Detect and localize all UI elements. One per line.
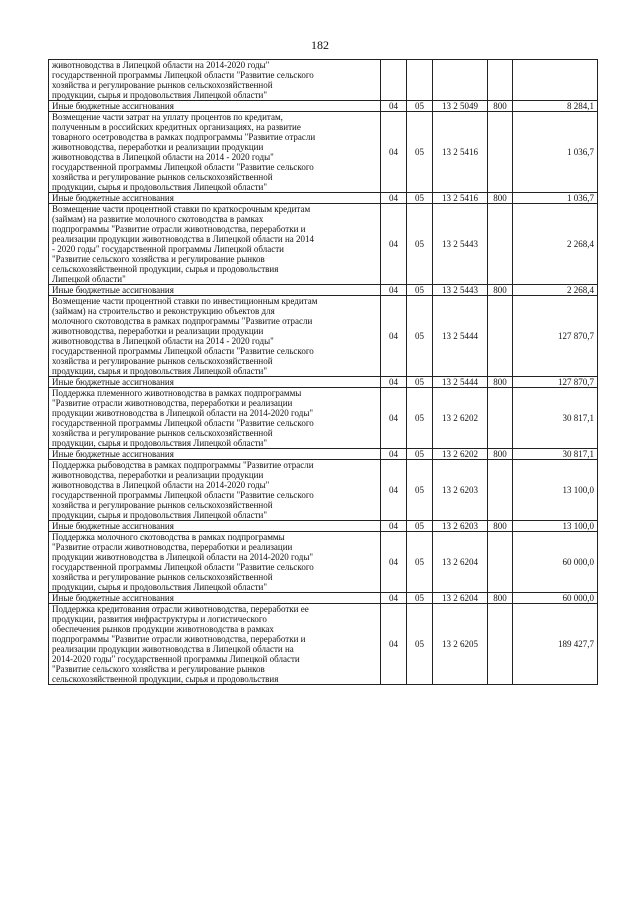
- table-row: [49, 204, 598, 285]
- row-expense-type: 800: [488, 449, 513, 460]
- row-target-article: 13 2 6203: [433, 521, 488, 532]
- row-target-article: 13 2 5049: [433, 101, 488, 112]
- row-section: 04: [381, 449, 407, 460]
- row-description: Поддержка племенного животноводства в рамках подпрограммы "Развитие отрасли животноводства, переработки и реализации продукции животноводства в Липецкой области на 2014-2020 годы" государственной программы Липецкой области "Развитие сельского хозяйства и регулирование рынков сельскохозяйственной продукции, сырья и продовольствия Липецкой области": [49, 388, 381, 449]
- row-section: 04: [381, 593, 407, 604]
- table-row: [49, 296, 598, 377]
- page-number: 182: [311, 38, 329, 52]
- row-expense-type: [488, 604, 513, 685]
- table-row: [49, 101, 598, 112]
- row-amount: 30 817,1: [513, 449, 598, 460]
- row-expense-type: [488, 296, 513, 377]
- row-subsection: 05: [407, 377, 433, 388]
- row-target-article: 13 2 6203: [433, 460, 488, 521]
- row-description: Иные бюджетные ассигнования: [49, 377, 381, 388]
- row-expense-type: [488, 204, 513, 285]
- row-subsection: 05: [407, 296, 433, 377]
- row-amount: 2 268,4: [513, 204, 598, 285]
- row-target-article: 13 2 6204: [433, 532, 488, 593]
- row-subsection: 05: [407, 112, 433, 193]
- row-expense-type: 800: [488, 521, 513, 532]
- row-section: 04: [381, 112, 407, 193]
- row-target-article: 13 2 6202: [433, 388, 488, 449]
- row-description: Иные бюджетные ассигнования: [49, 593, 381, 604]
- row-description: Иные бюджетные ассигнования: [49, 193, 381, 204]
- row-description: животноводства в Липецкой области на 2014-2020 годы" государственной программы Липецкой области "Развитие сельского хозяйства и регулирование рынков сельскохозяйственной продукции, сырья и продовольствия Липецкой области": [49, 60, 381, 101]
- row-description: Поддержка кредитования отрасли животноводства, переработки ее продукции, развития инфраструктуры и логистического обеспечения рынков продукции животноводства в рамках подпрограммы "Развитие отрасли животноводства, переработки и реализации продукции животноводства в Липецкой области на 2014-2020 годы" государственной программы Липецкой области "Развитие сельского хозяйства и регулирование рынков сельскохозяйственной продукции, сырья и продовольствия: [49, 604, 381, 685]
- row-target-article: 13 2 5444: [433, 296, 488, 377]
- row-description: Иные бюджетные ассигнования: [49, 449, 381, 460]
- row-subsection: 05: [407, 521, 433, 532]
- row-expense-type: [488, 60, 513, 101]
- row-description: Возмещение части процентной ставки по инвестиционным кредитам (займам) на строительство и реконструкцию объектов для молочного скотоводства в рамках подпрограммы "Развитие отрасли животноводства, переработки и реализации продукции животноводства в Липецкой области на 2014 - 2020 годы" государственной программы Липецкой области "Развитие сельского хозяйства и регулирование рынков сельскохозяйственной продукции, сырья и продовольствия Липецкой области": [49, 296, 381, 377]
- row-subsection: 05: [407, 593, 433, 604]
- row-subsection: 05: [407, 388, 433, 449]
- row-subsection: [407, 60, 433, 101]
- row-amount: 60 000,0: [513, 532, 598, 593]
- row-amount: 127 870,7: [513, 377, 598, 388]
- row-description: Иные бюджетные ассигнования: [49, 101, 381, 112]
- row-target-article: 13 2 6202: [433, 449, 488, 460]
- row-description: Возмещение части процентной ставки по краткосрочным кредитам (займам) на развитие молочного скотоводства в рамках подпрограммы "Развитие отрасли животноводства, переработки и реализации продукции животноводства в Липецкой области на 2014 - 2020 годы" государственной программы Липецкой области "Развитие сельского хозяйства и регулирование рынков сельскохозяйственной продукции, сырья и продовольствия Липецкой области": [49, 204, 381, 285]
- table-row: [49, 460, 598, 521]
- row-amount: 2 268,4: [513, 285, 598, 296]
- row-section: 04: [381, 604, 407, 685]
- budget-table-body: [49, 60, 598, 685]
- table-row: [49, 285, 598, 296]
- row-subsection: 05: [407, 101, 433, 112]
- row-description: Иные бюджетные ассигнования: [49, 285, 381, 296]
- row-section: 04: [381, 532, 407, 593]
- row-section: 04: [381, 101, 407, 112]
- row-expense-type: [488, 112, 513, 193]
- row-expense-type: [488, 532, 513, 593]
- row-subsection: 05: [407, 285, 433, 296]
- row-target-article: [433, 60, 488, 101]
- row-subsection: 05: [407, 449, 433, 460]
- row-target-article: 13 2 6205: [433, 604, 488, 685]
- row-target-article: 13 2 5443: [433, 204, 488, 285]
- row-subsection: 05: [407, 532, 433, 593]
- row-description: Поддержка молочного скотоводства в рамках подпрограммы "Развитие отрасли животноводства, переработки и реализации продукции животноводства в Липецкой области на 2014-2020 годы" государственной программы Липецкой области "Развитие сельского хозяйства и регулирование рынков сельскохозяйственной продукции, сырья и продовольствия Липецкой области": [49, 532, 381, 593]
- row-subsection: 05: [407, 604, 433, 685]
- table-row: [49, 60, 598, 101]
- row-target-article: 13 2 5443: [433, 285, 488, 296]
- row-target-article: 13 2 5444: [433, 377, 488, 388]
- row-amount: 60 000,0: [513, 593, 598, 604]
- row-section: 04: [381, 377, 407, 388]
- row-amount: 13 100,0: [513, 521, 598, 532]
- row-amount: 1 036,7: [513, 112, 598, 193]
- row-expense-type: 800: [488, 377, 513, 388]
- row-expense-type: [488, 460, 513, 521]
- row-subsection: 05: [407, 460, 433, 521]
- row-target-article: 13 2 5416: [433, 193, 488, 204]
- table-row: [49, 593, 598, 604]
- row-amount: 1 036,7: [513, 193, 598, 204]
- table-row: [49, 193, 598, 204]
- row-amount: 8 284,1: [513, 101, 598, 112]
- row-section: 04: [381, 204, 407, 285]
- row-subsection: 05: [407, 204, 433, 285]
- row-section: 04: [381, 460, 407, 521]
- row-section: [381, 60, 407, 101]
- row-amount: 13 100,0: [513, 460, 598, 521]
- table-row: [49, 388, 598, 449]
- row-expense-type: 800: [488, 285, 513, 296]
- row-expense-type: [488, 388, 513, 449]
- row-section: 04: [381, 388, 407, 449]
- row-expense-type: 800: [488, 101, 513, 112]
- row-subsection: 05: [407, 193, 433, 204]
- row-section: 04: [381, 521, 407, 532]
- row-section: 04: [381, 193, 407, 204]
- row-description: Поддержка рыбоводства в рамках подпрограммы "Развитие отрасли животноводства, переработки и реализации продукции животноводства в Липецкой области на 2014-2020 годы" государственной программы Липецкой области "Развитие сельского хозяйства и регулирование рынков сельскохозяйственной продукции, сырья и продовольствия Липецкой области": [49, 460, 381, 521]
- row-expense-type: 800: [488, 593, 513, 604]
- table-row: [49, 112, 598, 193]
- row-expense-type: 800: [488, 193, 513, 204]
- row-section: 04: [381, 296, 407, 377]
- row-amount: 189 427,7: [513, 604, 598, 685]
- table-row: [49, 604, 598, 685]
- budget-table: [48, 59, 598, 685]
- row-amount: [513, 60, 598, 101]
- row-amount: 127 870,7: [513, 296, 598, 377]
- row-target-article: 13 2 6204: [433, 593, 488, 604]
- row-amount: 30 817,1: [513, 388, 598, 449]
- table-row: [49, 521, 598, 532]
- row-description: Возмещение части затрат на уплату процентов по кредитам, полученным в российских кредитных организациях, на развитие товарного осетроводства в рамках подпрограммы "Развитие отрасли животноводства, переработки и реализации продукции животноводства в Липецкой области на 2014 - 2020 годы" государственной программы Липецкой области "Развитие сельского хозяйства и регулирование рынков сельскохозяйственной продукции, сырья и продовольствия Липецкой области": [49, 112, 381, 193]
- table-row: [49, 532, 598, 593]
- row-section: 04: [381, 285, 407, 296]
- row-description: Иные бюджетные ассигнования: [49, 521, 381, 532]
- table-row: [49, 449, 598, 460]
- table-row: [49, 377, 598, 388]
- row-target-article: 13 2 5416: [433, 112, 488, 193]
